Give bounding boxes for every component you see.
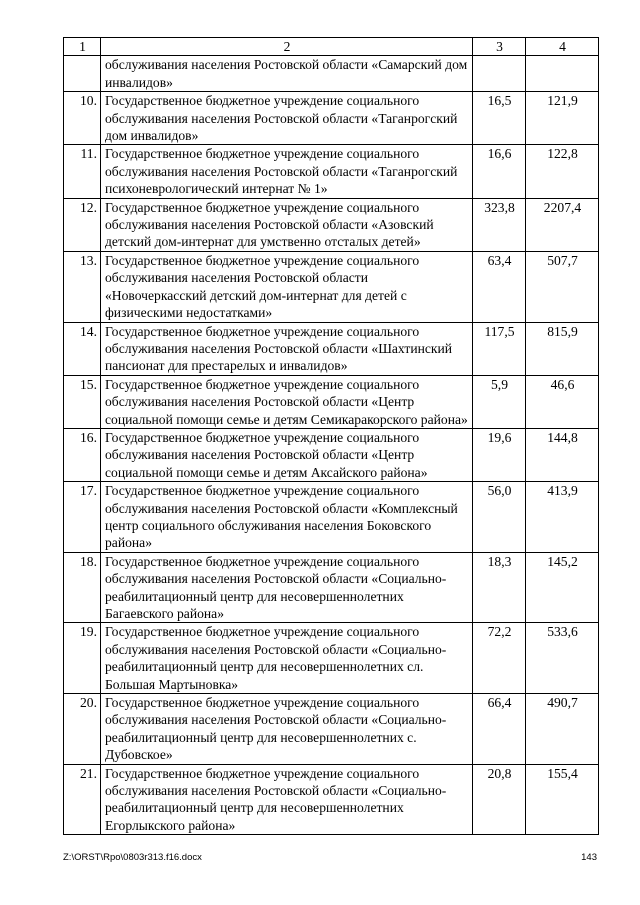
value-col-4: 144,8 (526, 428, 599, 481)
table-row (64, 428, 599, 481)
value-col-3: 18,3 (473, 552, 526, 623)
header-col-4: 4 (526, 38, 599, 56)
value-col-4: 413,9 (526, 482, 599, 553)
row-number: 13. (64, 251, 101, 322)
institution-name: Государственное бюджетное учреждение социального обслуживания населения Ростовской области «Социально-реабилитационный центр для несовершеннолетних сл. Большая Мартыновка» (101, 623, 473, 694)
institution-name: обслуживания населения Ростовской области «Самарский дом инвалидов» (101, 56, 473, 92)
row-number (64, 56, 101, 92)
table-row (64, 623, 599, 694)
institution-name: Государственное бюджетное учреждение социального обслуживания населения Ростовской области «Таганрогский психоневрологический интернат № 1» (101, 145, 473, 198)
table-header-row (64, 38, 599, 56)
institution-name: Государственное бюджетное учреждение социального обслуживания населения Ростовской области «Социально-реабилитационный центр для несовершеннолетних Багаевского района» (101, 552, 473, 623)
table-row (64, 482, 599, 553)
table-row (64, 552, 599, 623)
value-col-4: 490,7 (526, 694, 599, 765)
row-number: 17. (64, 482, 101, 553)
row-number: 16. (64, 428, 101, 481)
institutions-table (63, 37, 599, 835)
value-col-3: 72,2 (473, 623, 526, 694)
value-col-3: 66,4 (473, 694, 526, 765)
value-col-3: 63,4 (473, 251, 526, 322)
value-col-3 (473, 56, 526, 92)
footer-file-path: Z:\ORST\Rpo\0803r313.f16.docx (63, 852, 202, 863)
institution-name: Государственное бюджетное учреждение социального обслуживания населения Ростовской области «Центр социальной помощи семье и детям Семикаракорского района» (101, 375, 473, 428)
value-col-4 (526, 56, 599, 92)
row-number: 14. (64, 322, 101, 375)
row-number: 10. (64, 92, 101, 145)
table-row (64, 764, 599, 835)
row-number: 18. (64, 552, 101, 623)
value-col-4: 46,6 (526, 375, 599, 428)
value-col-3: 5,9 (473, 375, 526, 428)
value-col-4: 815,9 (526, 322, 599, 375)
institution-name: Государственное бюджетное учреждение социального обслуживания населения Ростовской области «Таганрогский дом инвалидов» (101, 92, 473, 145)
value-col-3: 56,0 (473, 482, 526, 553)
value-col-4: 145,2 (526, 552, 599, 623)
header-col-1: 1 (64, 38, 101, 56)
header-col-2: 2 (101, 38, 473, 56)
value-col-3: 16,5 (473, 92, 526, 145)
institution-name: Государственное бюджетное учреждение социального обслуживания населения Ростовской области «Комплексный центр социального обслуживания населения Боковского района» (101, 482, 473, 553)
table-row (64, 198, 599, 251)
value-col-3: 16,6 (473, 145, 526, 198)
institution-name: Государственное бюджетное учреждение социального обслуживания населения Ростовской области «Социально-реабилитационный центр для несовершеннолетних с. Дубовское» (101, 694, 473, 765)
institution-name: Государственное бюджетное учреждение социального обслуживания населения Ростовской области «Социально-реабилитационный центр для несовершеннолетних Егорлыкского района» (101, 764, 473, 835)
value-col-4: 155,4 (526, 764, 599, 835)
value-col-3: 117,5 (473, 322, 526, 375)
value-col-4: 122,8 (526, 145, 599, 198)
institution-name: Государственное бюджетное учреждение социального обслуживания населения Ростовской области «Новочеркасский детский дом-интернат для детей с физическими недостатками» (101, 251, 473, 322)
value-col-3: 323,8 (473, 198, 526, 251)
row-number: 15. (64, 375, 101, 428)
footer-page-number: 143 (581, 852, 597, 863)
institution-name: Государственное бюджетное учреждение социального обслуживания населения Ростовской области «Азовский детский дом-интернат для умственно отсталых детей» (101, 198, 473, 251)
table-row (64, 322, 599, 375)
table-row (64, 694, 599, 765)
table-row (64, 375, 599, 428)
row-number: 20. (64, 694, 101, 765)
value-col-3: 19,6 (473, 428, 526, 481)
value-col-4: 533,6 (526, 623, 599, 694)
value-col-4: 507,7 (526, 251, 599, 322)
table-row (64, 251, 599, 322)
table-row (64, 92, 599, 145)
table-row (64, 145, 599, 198)
table-row (64, 56, 599, 92)
row-number: 11. (64, 145, 101, 198)
value-col-3: 20,8 (473, 764, 526, 835)
institution-name: Государственное бюджетное учреждение социального обслуживания населения Ростовской области «Центр социальной помощи семье и детям Аксайского района» (101, 428, 473, 481)
row-number: 19. (64, 623, 101, 694)
institution-name: Государственное бюджетное учреждение социального обслуживания населения Ростовской области «Шахтинский пансионат для престарелых и инвалидов» (101, 322, 473, 375)
row-number: 21. (64, 764, 101, 835)
value-col-4: 2207,4 (526, 198, 599, 251)
header-col-3: 3 (473, 38, 526, 56)
row-number: 12. (64, 198, 101, 251)
value-col-4: 121,9 (526, 92, 599, 145)
